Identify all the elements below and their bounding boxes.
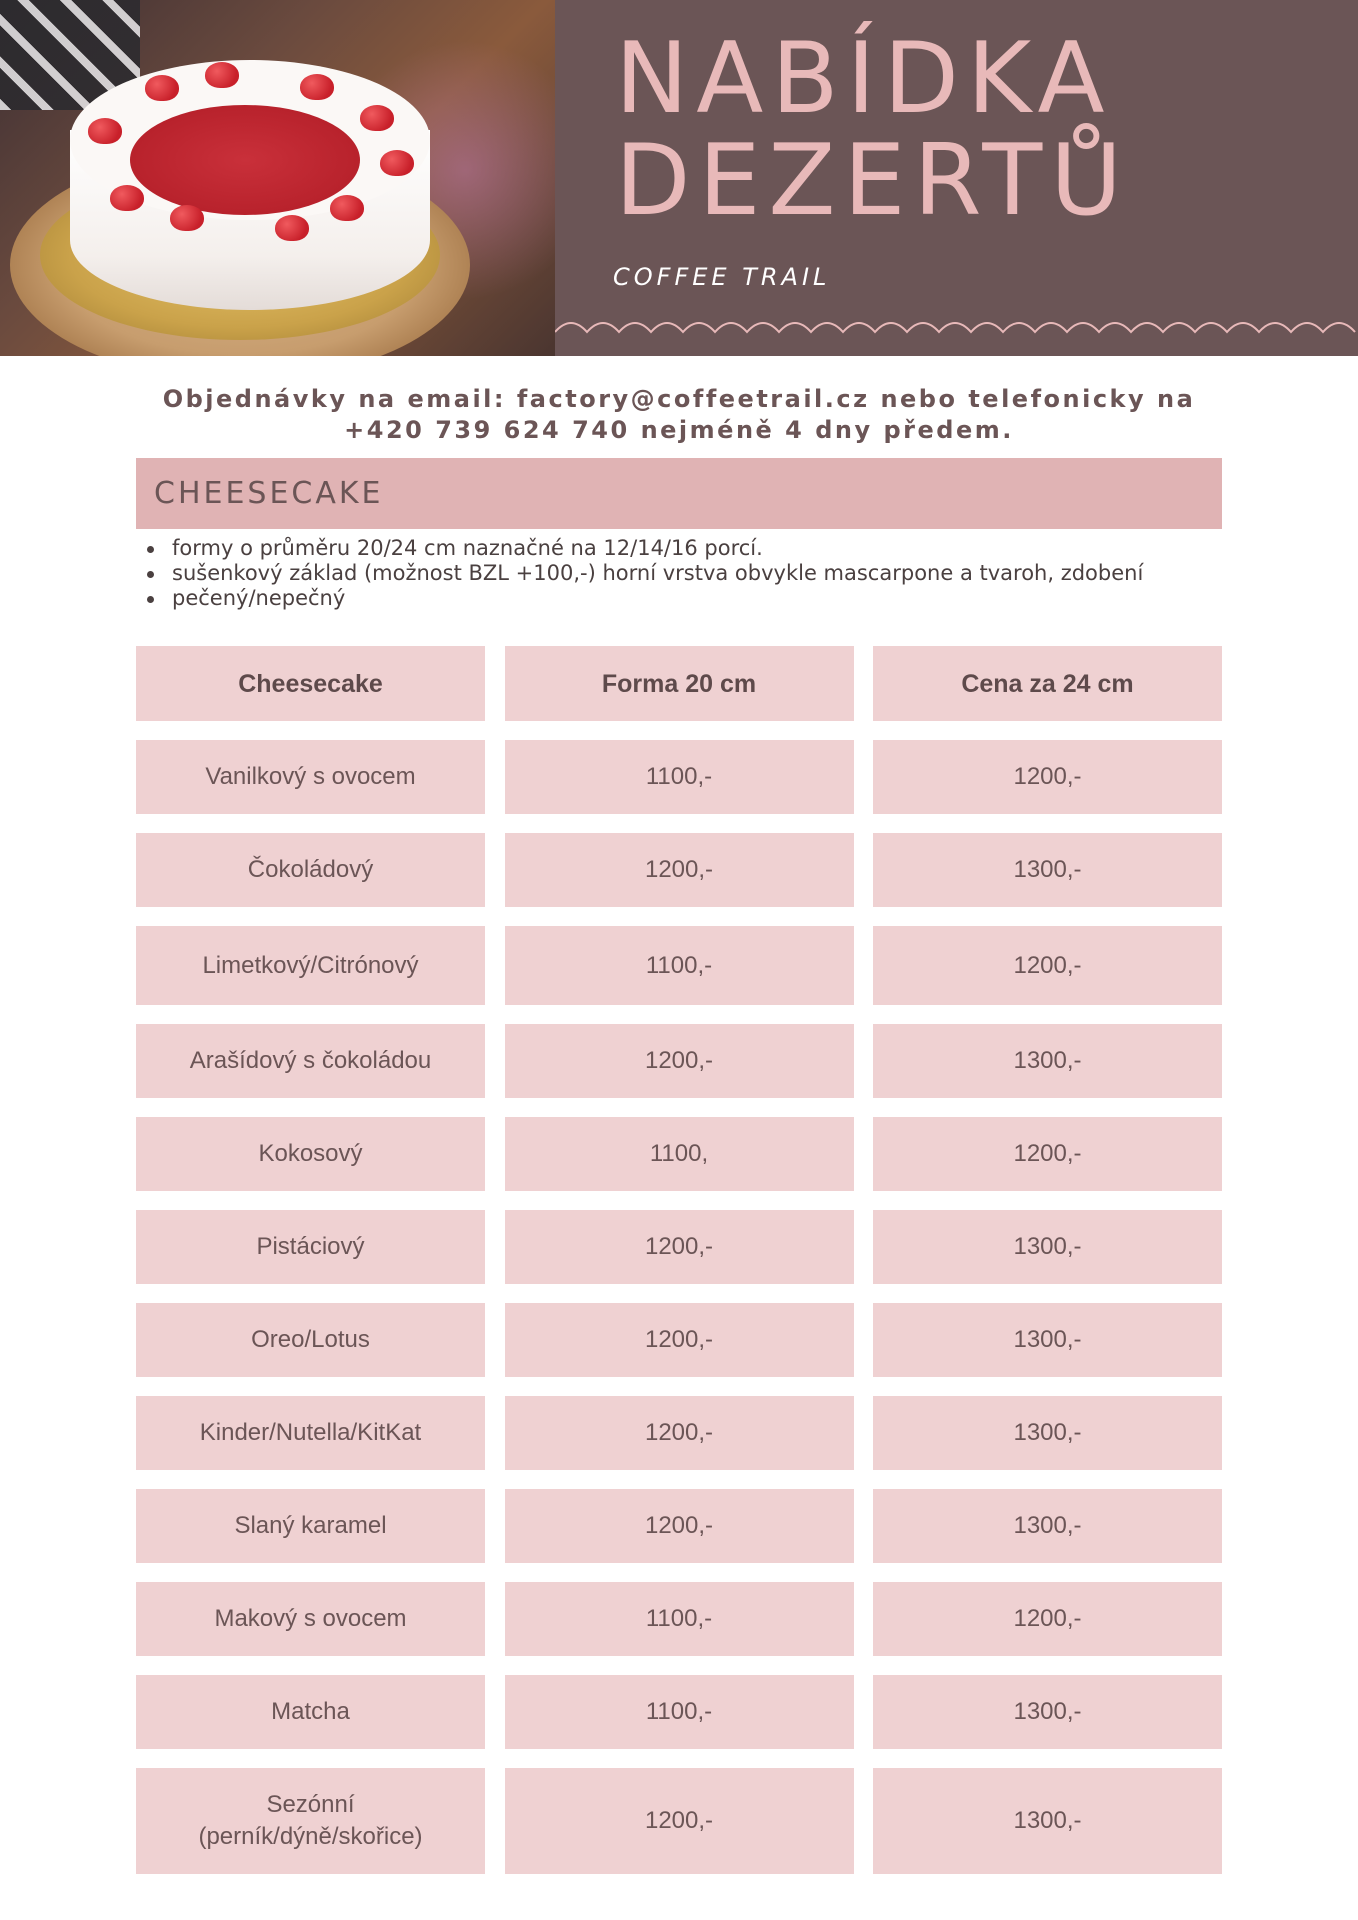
title-panel — [555, 0, 1358, 356]
column-header: Cheesecake — [136, 646, 485, 721]
table-cell: Vanilkový s ovocem — [136, 740, 485, 814]
table-cell: Matcha — [136, 1675, 485, 1749]
table-row — [136, 1117, 1222, 1191]
table-cell: 1300,- — [873, 833, 1222, 907]
table-cell: 1100,- — [505, 1675, 854, 1749]
list-item: sušenkový základ (možnost BZL +100,-) horní vrstva obvykle mascarpone a tvaroh, zdobení — [136, 561, 1222, 586]
notes-list — [136, 536, 1222, 611]
header — [0, 0, 1358, 356]
list-item: pečený/nepečný — [136, 586, 1222, 611]
price-table — [136, 646, 1222, 1874]
brand-subtitle: COFFEE TRAIL — [613, 263, 831, 291]
cake-photo — [0, 0, 555, 356]
strawberry-icon — [205, 62, 239, 88]
section-title: CHEESECAKE — [154, 476, 384, 511]
table-header-row — [136, 646, 1222, 721]
table-row — [136, 1210, 1222, 1284]
strawberry-icon — [300, 74, 334, 100]
table-cell: 1200,- — [505, 1489, 854, 1563]
table-cell: 1300,- — [873, 1489, 1222, 1563]
order-info: Objednávky na email: factory@coffeetrail.cz nebo telefonicky na +420 739 624 740 nejméně 4 dny předem. — [162, 385, 1196, 444]
strawberry-icon — [330, 195, 364, 221]
table-cell: 1200,- — [505, 1210, 854, 1284]
table-cell: 1200,- — [505, 1396, 854, 1470]
table-cell: Kokosový — [136, 1117, 485, 1191]
table-row — [136, 1768, 1222, 1874]
table-cell: Sezónní (perník/dýně/skořice) — [136, 1768, 485, 1874]
table-row — [136, 1489, 1222, 1563]
table-cell: 1100,- — [505, 740, 854, 814]
strawberry-icon — [110, 185, 144, 211]
table-row — [136, 1396, 1222, 1470]
table-cell: 1200,- — [505, 1768, 854, 1874]
table-row — [136, 1582, 1222, 1656]
table-cell: Čokoládový — [136, 833, 485, 907]
table-cell: Oreo/Lotus — [136, 1303, 485, 1377]
table-cell: 1200,- — [505, 1024, 854, 1098]
title-line-1: NABÍDKA — [615, 22, 1113, 136]
table-cell: 1100,- — [505, 926, 854, 1005]
strawberry-icon — [88, 118, 122, 144]
table-cell: 1200,- — [505, 833, 854, 907]
table-cell: Kinder/Nutella/KitKat — [136, 1396, 485, 1470]
strawberry-icon — [145, 75, 179, 101]
title-line-2: DEZERTŮ — [615, 124, 1130, 238]
table-row — [136, 1675, 1222, 1749]
table-cell: Slaný karamel — [136, 1489, 485, 1563]
table-cell: 1100, — [505, 1117, 854, 1191]
table-cell: 1200,- — [873, 1117, 1222, 1191]
table-cell: Pistáciový — [136, 1210, 485, 1284]
section-header — [136, 458, 1222, 529]
table-cell: Makový s ovocem — [136, 1582, 485, 1656]
table-row — [136, 1024, 1222, 1098]
table-cell: 1200,- — [505, 1303, 854, 1377]
red-velvet-crumb — [130, 105, 360, 215]
table-cell: 1300,- — [873, 1768, 1222, 1874]
table-cell: 1300,- — [873, 1396, 1222, 1470]
table-cell: 1300,- — [873, 1024, 1222, 1098]
strawberry-icon — [170, 205, 204, 231]
strawberry-icon — [275, 215, 309, 241]
table-cell: 1100,- — [505, 1582, 854, 1656]
table-cell: Arašídový s čokoládou — [136, 1024, 485, 1098]
table-cell: 1200,- — [873, 926, 1222, 1005]
page-title — [615, 22, 1130, 238]
column-header: Forma 20 cm — [505, 646, 854, 721]
table-cell: 1200,- — [873, 740, 1222, 814]
table-cell: 1200,- — [873, 1582, 1222, 1656]
table-row — [136, 1303, 1222, 1377]
table-cell: 1300,- — [873, 1303, 1222, 1377]
scallop-border — [555, 312, 1358, 342]
table-cell: Limetkový/Citrónový — [136, 926, 485, 1005]
list-item: formy o průměru 20/24 cm naznačné na 12/14/16 porcí. — [136, 536, 1222, 561]
table-cell: 1300,- — [873, 1210, 1222, 1284]
table-row — [136, 926, 1222, 1005]
strawberry-icon — [380, 150, 414, 176]
column-header: Cena za 24 cm — [873, 646, 1222, 721]
table-row — [136, 740, 1222, 814]
table-row — [136, 833, 1222, 907]
table-cell: 1300,- — [873, 1675, 1222, 1749]
strawberry-icon — [360, 105, 394, 131]
